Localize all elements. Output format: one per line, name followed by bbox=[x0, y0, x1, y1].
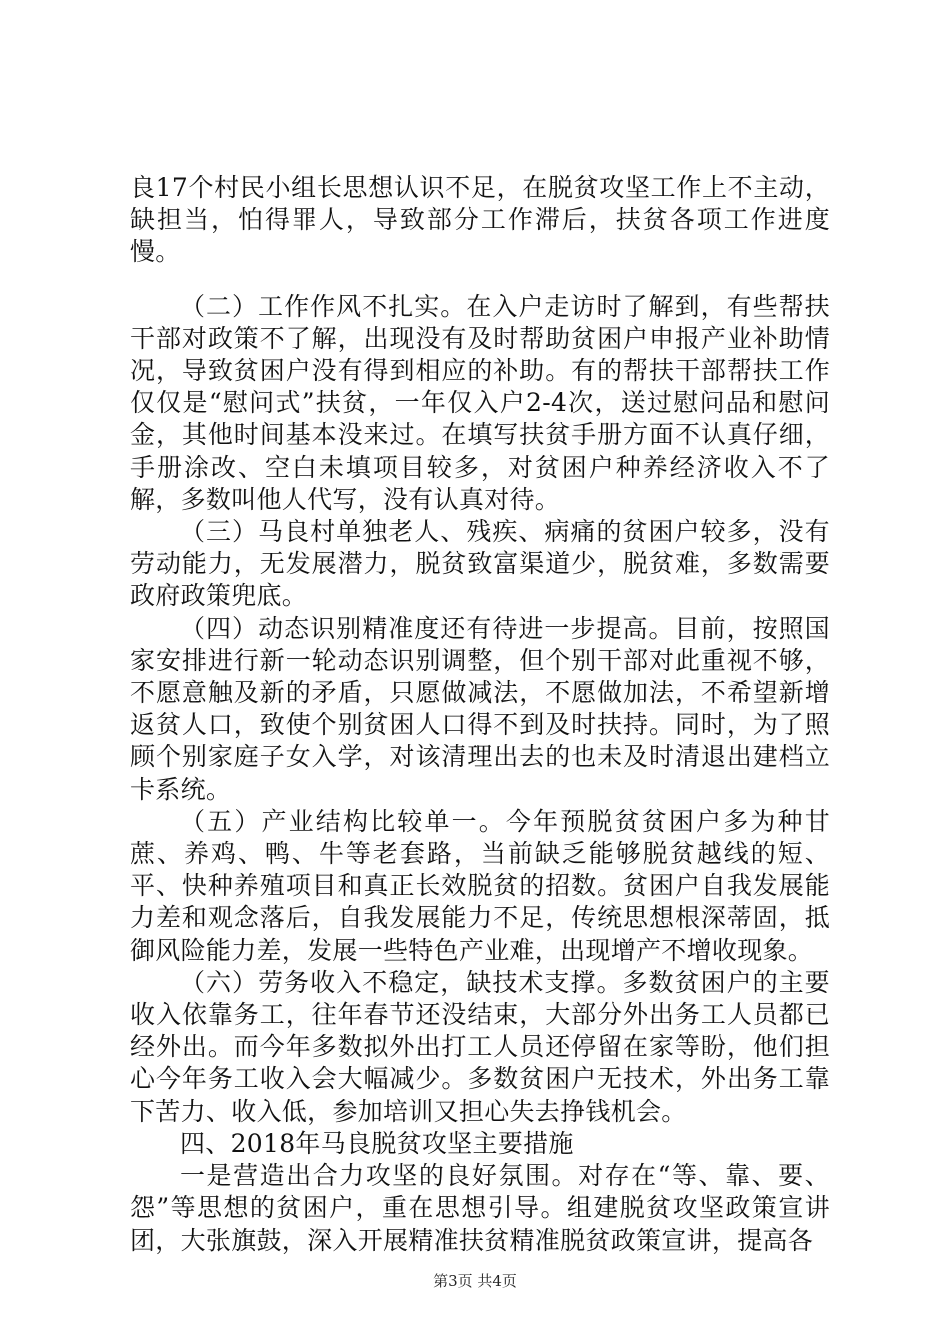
paragraph-section-2: （二）工作作风不扎实。在入户走访时了解到，有些帮扶干部对政策不了解，出现没有及时帮助贫困户申报产业补助情况，导致贫困户没有得到相应的补助。有的帮扶干部帮扶工作仅仅是“慰问式”扶贫，一年仅入户2-4次，送过慰问品和慰问金，其他时间基本没来过。在填写扶贫手册方面不认真仔细，手册涂改、空白未填项目较多，对贫困户种养经济收入不了解，多数叫他人代写，没有认真对待。 bbox=[130, 291, 830, 514]
paragraph-section-3: （三）马良村单独老人、残疾、病痛的贫困户较多，没有劳动能力，无发展潜力，脱贫致富渠道少，脱贫难，多数需要政府政策兜底。 bbox=[130, 517, 830, 611]
paragraph-measure-1: 一是营造出合力攻坚的良好氛围。对存在“等、靠、要、怨”等思想的贫困户，重在思想引导。组建脱贫攻坚政策宣讲团，大张旗鼓，深入开展精准扶贫精准脱贫政策宣讲，提高各 bbox=[130, 1161, 830, 1255]
document-body bbox=[130, 172, 830, 1257]
paragraph-section-4: （四）动态识别精准度还有待进一步提高。目前，按照国家安排进行新一轮动态识别调整，但个别干部对此重视不够，不愿意触及新的矛盾，只愿做减法，不愿做加法，不希望新增返贫人口，致使个别贫困人口得不到及时扶持。同时，为了照顾个别家庭子女入学，对该清理出去的也未及时清退出建档立卡系统。 bbox=[130, 613, 830, 804]
paragraph-section-6: （六）劳务收入不稳定，缺技术支撑。多数贫困户的主要收入依靠务工，往年春节还没结束，大部分外出务工人员都已经外出。而今年多数拟外出打工人员还停留在家等盼，他们担心今年务工收入会大幅减少。多数贫困户无技术，外出务工靠下苦力、收入低，参加培训又担心失去挣钱机会。 bbox=[130, 967, 830, 1126]
paragraph-section-5: （五）产业结构比较单一。今年预脱贫贫困户多为种甘蔗、养鸡、鸭、牛等老套路，当前缺乏能够脱贫越线的短、平、快种养殖项目和真正长效脱贫的招数。贫困户自我发展能力差和观念落后，自我发展能力不足，传统思想根深蒂固，抵御风险能力差，发展一些特色产业难，出现增产不增收现象。 bbox=[130, 806, 830, 965]
paragraph-continuation: 良17个村民小组长思想认识不足，在脱贫攻坚工作上不主动，缺担当，怕得罪人，导致部分工作滞后，扶贫各项工作进度慢。 bbox=[130, 173, 830, 267]
page-number-footer: 第3页 共4页 bbox=[433, 1272, 517, 1290]
heading-main-measures: 四、2018年马良脱贫攻坚主要措施 bbox=[180, 1128, 574, 1158]
